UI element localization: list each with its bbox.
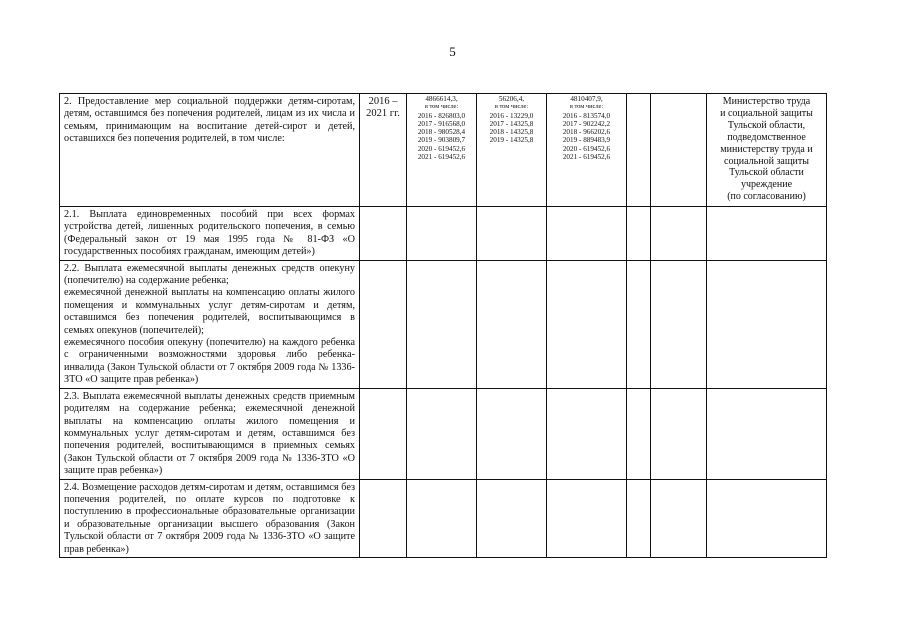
federal-year: 2019 - 14325,8 xyxy=(489,136,534,145)
regional-funding-cell xyxy=(547,94,627,207)
empty-cell xyxy=(407,207,477,261)
empty-cell xyxy=(547,479,627,557)
total-funding-cell xyxy=(407,94,477,207)
regional-sum: 4810407,9, xyxy=(570,95,603,103)
table-row xyxy=(60,94,827,207)
empty-cell xyxy=(651,479,707,557)
total-year: 2019 - 903809,7 xyxy=(417,136,466,145)
executor-line: подведомственное xyxy=(727,131,806,143)
regional-year: 2019 - 889483,9 xyxy=(562,136,611,145)
total-sum: 4866614,3, xyxy=(425,95,458,103)
executor-line: (по согласованию) xyxy=(727,191,806,203)
federal-sum: 56206,4, xyxy=(498,95,525,103)
empty-cell xyxy=(407,260,477,388)
activity-description: ежемесячного пособия опекуну (попечителю) на каждого ребенка с ограниченными возможностями здоровья либо ребенка-инвалида (Закон Тульской области от 7 октября 2009 года № 1336-ЗТО «О защите прав ребенка») xyxy=(64,337,355,386)
empty-cell xyxy=(707,479,827,557)
table-row xyxy=(60,207,827,261)
executor-line: учреждение xyxy=(740,179,793,191)
empty-cell xyxy=(407,388,477,479)
empty-cell xyxy=(477,207,547,261)
executor-line: социальной защиты xyxy=(724,155,809,167)
empty-cell xyxy=(651,388,707,479)
table-row xyxy=(60,479,827,557)
activity-description: ежемесячной денежной выплаты на компенсацию оплаты жилого помещения и коммунальных услуг детям-сиротам и детям, оставшимся без попечения родителей, воспитывающимся в семьях опекунов (попечителей); xyxy=(64,287,355,336)
activity-description: 2.3. Выплата ежемесячной выплаты денежных средств приемным родителям на содержание ребенка; ежемесячной денежной выплаты на компенсацию оплаты жилого помещения и коммунальных услуг детям-сиротам и детям, оставшимся без попечения родителей, воспитывающимся в приемных семьях (Закон Тульской области от 7 октября 2009 года № 1336-ЗТО «О защите прав ребенка») xyxy=(64,390,355,477)
executor-line: Тульской области xyxy=(729,167,804,179)
regional-year: 2021 - 619452,6 xyxy=(562,153,611,162)
empty-cell xyxy=(651,94,707,207)
empty-cell xyxy=(707,207,827,261)
table-row xyxy=(60,260,827,388)
empty-cell xyxy=(407,479,477,557)
total-including-label: в том числе: xyxy=(424,103,459,111)
empty-cell xyxy=(627,207,651,261)
total-year: 2021 - 619452,6 xyxy=(417,153,466,162)
federal-year: 2018 - 14325,8 xyxy=(489,128,534,137)
federal-including-label: в том числе: xyxy=(494,103,529,111)
empty-cell xyxy=(477,388,547,479)
activity-description: 2.2. Выплата ежемесячной выплаты денежных средств опекуну (попечителю) на содержание ребенка; xyxy=(64,262,355,287)
empty-cell xyxy=(627,479,651,557)
executor-line: Тульской области, xyxy=(727,119,806,131)
empty-cell xyxy=(477,479,547,557)
empty-cell xyxy=(707,260,827,388)
period-cell xyxy=(360,94,407,207)
empty-cell xyxy=(651,207,707,261)
empty-cell xyxy=(360,207,407,261)
empty-cell xyxy=(360,260,407,388)
regional-year: 2018 - 966202,6 xyxy=(562,128,611,137)
activity-cell xyxy=(60,388,360,479)
federal-year: 2016 - 13229,0 xyxy=(489,111,534,120)
executor-line: министерству труда и xyxy=(720,143,813,155)
regional-year: 2016 - 813574,0 xyxy=(562,111,611,120)
federal-funding-cell xyxy=(477,94,547,207)
activity-cell xyxy=(60,94,360,207)
program-table xyxy=(59,93,827,558)
executor-line: Министерство труда xyxy=(722,96,811,107)
empty-cell xyxy=(627,94,651,207)
empty-cell xyxy=(547,388,627,479)
executor-line: и социальной защиты xyxy=(720,107,813,119)
empty-cell xyxy=(477,260,547,388)
regional-including-label: в том числе: xyxy=(569,103,604,111)
empty-cell xyxy=(707,388,827,479)
total-year: 2018 - 980528,4 xyxy=(417,128,466,137)
executor-cell xyxy=(707,94,827,207)
total-year: 2016 - 826803,0 xyxy=(417,111,466,120)
total-year: 2017 - 916568,0 xyxy=(417,119,466,128)
empty-cell xyxy=(651,260,707,388)
empty-cell xyxy=(547,260,627,388)
empty-cell xyxy=(360,479,407,557)
empty-cell xyxy=(360,388,407,479)
activity-description: 2.4. Возмещение расходов детям-сиротам и детям, оставшимся без попечения родителей, по оплате курсов по подготовке к поступлению в профессиональные образовательные организации и образовательные организации высшего образования (Закон Тульской области от 7 октября 2009 года № 1336-ЗТО «О защите прав ребенка») xyxy=(64,481,355,555)
period-text: 2016 – 2021 гг. xyxy=(366,96,400,119)
table-row xyxy=(60,388,827,479)
empty-cell xyxy=(627,260,651,388)
activity-description: 2. Предоставление мер социальной поддержки детям-сиротам, детям, оставшимся без попечения родителей, лицам из их числа и семьям, принимающим на воспитание детей-сирот и детей, оставшихся без попечения родителей, в том числе: xyxy=(64,96,355,145)
regional-year: 2020 - 619452,6 xyxy=(562,144,611,153)
total-year: 2020 - 619452,6 xyxy=(417,144,466,153)
activity-description: 2.1. Выплата единовременных пособий при всех формах устройства детей, лишенных родительского попечения, в семью (Федеральный закон от 19 мая 1995 года № 81-ФЗ «О государственных пособиях гражданам, имеющим детей») xyxy=(64,209,355,258)
empty-cell xyxy=(627,388,651,479)
activity-cell xyxy=(60,207,360,261)
federal-year: 2017 - 14325,8 xyxy=(489,119,534,128)
activity-cell xyxy=(60,260,360,388)
empty-cell xyxy=(547,207,627,261)
activity-cell xyxy=(60,479,360,557)
page-number: 5 xyxy=(449,44,456,59)
regional-year: 2017 - 902242,2 xyxy=(562,119,611,128)
